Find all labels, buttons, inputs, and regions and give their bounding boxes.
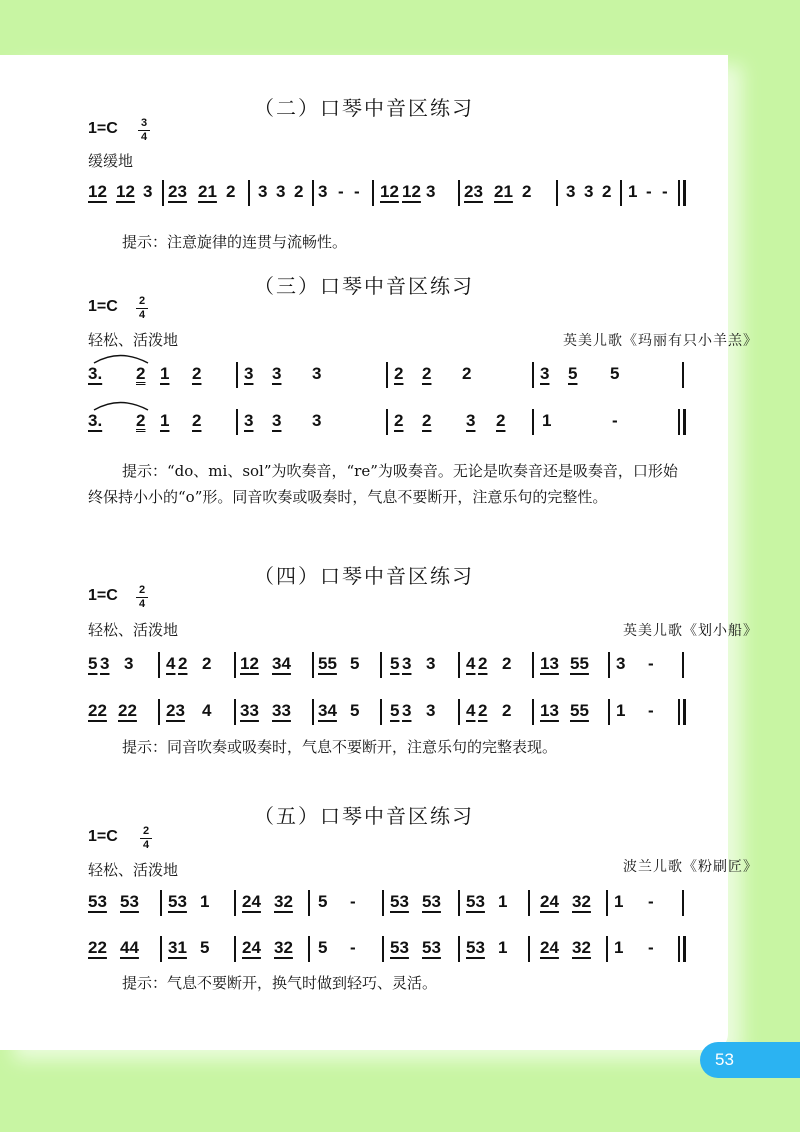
note: 5: [390, 701, 400, 720]
final-barline: [678, 180, 680, 206]
note: 2: [136, 364, 146, 383]
note: 2: [478, 654, 488, 673]
note: 2: [294, 182, 304, 201]
note: 3.: [88, 411, 103, 430]
note: 3: [584, 182, 594, 201]
barline: [386, 362, 388, 388]
note: 3: [318, 182, 328, 201]
note: 22: [88, 701, 107, 720]
note: 3: [616, 654, 626, 673]
section-4-title: （四）口琴中音区练习: [254, 564, 474, 588]
section-2-key: 1=C: [88, 120, 118, 137]
note: 2: [502, 701, 512, 720]
note: 3: [312, 364, 322, 383]
barline: [234, 936, 236, 962]
barline: [386, 409, 388, 435]
note: 13: [540, 701, 559, 720]
section-3-staff-line-1: [88, 360, 688, 388]
section-5-title: （五）口琴中音区练习: [254, 804, 474, 828]
note: 3: [244, 364, 254, 383]
note: 12: [380, 182, 399, 201]
note: 5: [200, 938, 210, 957]
barline: [532, 362, 534, 388]
section-3-title: （三）口琴中音区练习: [254, 274, 474, 298]
section-3-key: 1=C: [88, 298, 118, 315]
barline: [458, 699, 460, 725]
note: 12: [116, 182, 135, 201]
note: 3: [272, 364, 282, 383]
note: 32: [274, 892, 293, 911]
barline: [162, 180, 164, 206]
note: 3: [143, 182, 153, 201]
note: 1: [628, 182, 638, 201]
note: 53: [168, 892, 187, 911]
note: 13: [540, 654, 559, 673]
barline: [380, 699, 382, 725]
barline: [160, 890, 162, 916]
section-3-source: 英美儿歌《玛丽有只小羊羔》: [563, 333, 758, 349]
note: 33: [240, 701, 259, 720]
barline: [458, 936, 460, 962]
note: 4: [466, 654, 476, 673]
note: 3: [258, 182, 268, 201]
page-number-badge: 53: [700, 1042, 800, 1078]
barline: [248, 180, 250, 206]
barline: [308, 890, 310, 916]
note: -: [338, 182, 344, 201]
note: 3: [402, 654, 412, 673]
note: 2: [192, 364, 202, 383]
note: 22: [118, 701, 137, 720]
section-5-tip: 提示：气息不要断开，换气时做到轻巧、灵活。: [122, 974, 438, 992]
note: 32: [572, 938, 591, 957]
barline: [236, 409, 238, 435]
section-5-tempo: 轻松、活泼地: [88, 861, 179, 879]
note: 5: [318, 938, 328, 957]
note: 44: [120, 938, 139, 957]
barline: [608, 699, 610, 725]
note: 55: [570, 701, 589, 720]
note: 21: [198, 182, 217, 201]
note: 2: [462, 364, 472, 383]
section-3-staff-line-2: [88, 407, 688, 435]
note: 34: [318, 701, 337, 720]
note: 1: [200, 892, 210, 911]
barline: [308, 936, 310, 962]
note: 2: [502, 654, 512, 673]
note: 1: [614, 892, 624, 911]
note: 23: [464, 182, 483, 201]
note: 2: [602, 182, 612, 201]
section-4-source: 英美儿歌《划小船》: [623, 623, 758, 639]
note: 2: [136, 411, 146, 430]
note: 3: [426, 701, 436, 720]
note: 2: [394, 364, 404, 383]
note: 2: [522, 182, 532, 201]
note: -: [612, 411, 618, 430]
note: 53: [120, 892, 139, 911]
barline: [234, 890, 236, 916]
note: 2: [496, 411, 506, 430]
note: 2: [178, 654, 188, 673]
barline: [380, 652, 382, 678]
note: 2: [226, 182, 236, 201]
section-2-staff-line-1: [88, 178, 688, 206]
note: 55: [318, 654, 337, 673]
note: 1: [614, 938, 624, 957]
section-4-tip: 提示：同音吹奏或吸奏时，气息不要断开，注意乐句的完整表现。: [122, 738, 558, 756]
note: 1: [498, 938, 508, 957]
section-5-staff-line-1: [88, 888, 688, 916]
note: 2: [394, 411, 404, 430]
section-2-time-signature: $\frac{3}{4}$: [138, 118, 150, 143]
note: 24: [242, 892, 261, 911]
barline: [382, 936, 384, 962]
barline: [608, 652, 610, 678]
barline: [160, 936, 162, 962]
final-barline: [678, 936, 680, 962]
barline: [682, 362, 684, 388]
note: 1: [616, 701, 626, 720]
note: 53: [422, 892, 441, 911]
note: 3: [402, 701, 412, 720]
section-4-staff-line-1: [88, 650, 688, 678]
note: 2: [422, 364, 432, 383]
note: 5: [568, 364, 578, 383]
section-4-tempo: 轻松、活泼地: [88, 621, 179, 639]
note: 33: [272, 701, 291, 720]
note: 2: [422, 411, 432, 430]
note: 53: [422, 938, 441, 957]
note: 2: [478, 701, 488, 720]
barline: [532, 652, 534, 678]
note: 3: [100, 654, 110, 673]
barline: [158, 652, 160, 678]
barline: [458, 180, 460, 206]
note: 2: [192, 411, 202, 430]
note: 4: [202, 701, 212, 720]
note: 3: [312, 411, 322, 430]
note: 12: [88, 182, 107, 201]
section-5-staff-line-2: [88, 934, 688, 962]
section-2-title: （二）口琴中音区练习: [254, 96, 474, 120]
section-2-tempo: 缓缓地: [88, 152, 134, 170]
note: 5: [390, 654, 400, 673]
note: -: [646, 182, 652, 201]
note: 3: [540, 364, 550, 383]
note: 21: [494, 182, 513, 201]
note: -: [648, 701, 654, 720]
note: 1: [542, 411, 552, 430]
note: 1: [160, 364, 170, 383]
section-3-tip: 提示：“do、mi、sol”为吹奏音，“re”为吸奏音。无论是吹奏音还是吸奏音，口形始终保持小小的“o”形。同音吹奏或吸奏时，气息不要断开，注意乐句的完整性。: [88, 462, 678, 506]
barline: [682, 652, 684, 678]
section-3-tempo: 轻松、活泼地: [88, 331, 179, 349]
section-2-tip: 提示：注意旋律的连贯与流畅性。: [122, 233, 348, 251]
note: 24: [540, 892, 559, 911]
note: 4: [466, 701, 476, 720]
note: 5: [610, 364, 620, 383]
barline: [532, 699, 534, 725]
barline: [606, 936, 608, 962]
note: 2: [202, 654, 212, 673]
note: 4: [166, 654, 176, 673]
note: 53: [390, 892, 409, 911]
barline: [682, 890, 684, 916]
barline: [236, 362, 238, 388]
note: 23: [166, 701, 185, 720]
note: 3: [244, 411, 254, 430]
barline: [234, 652, 236, 678]
note: 53: [466, 892, 485, 911]
barline: [458, 890, 460, 916]
note: -: [350, 892, 356, 911]
barline: [312, 180, 314, 206]
note: 24: [540, 938, 559, 957]
note: -: [648, 892, 654, 911]
note: 32: [572, 892, 591, 911]
barline: [528, 936, 530, 962]
note: 34: [272, 654, 291, 673]
note: -: [648, 654, 654, 673]
note: 3: [566, 182, 576, 201]
barline: [372, 180, 374, 206]
note: 12: [240, 654, 259, 673]
barline: [458, 652, 460, 678]
final-barline: [678, 409, 680, 435]
note: 1: [498, 892, 508, 911]
note: 1: [160, 411, 170, 430]
barline: [606, 890, 608, 916]
note: -: [354, 182, 360, 201]
barline: [532, 409, 534, 435]
section-4-time-signature: $\frac{2}{4}$: [136, 585, 148, 610]
note: -: [662, 182, 668, 201]
barline: [312, 652, 314, 678]
note: 5: [88, 654, 98, 673]
note: 3: [466, 411, 476, 430]
barline: [382, 890, 384, 916]
final-barline: [678, 699, 680, 725]
section-3-time-signature: $\frac{2}{4}$: [136, 296, 148, 321]
section-5-source: 波兰儿歌《粉刷匠》: [623, 859, 758, 875]
note: 5: [350, 654, 360, 673]
section-4-staff-line-2: [88, 697, 688, 725]
note: 23: [168, 182, 187, 201]
section-5-time-signature: $\frac{2}{4}$: [140, 826, 152, 851]
note: 31: [168, 938, 187, 957]
barline: [158, 699, 160, 725]
note: 5: [318, 892, 328, 911]
note: 55: [570, 654, 589, 673]
note: 3: [272, 411, 282, 430]
barline: [620, 180, 622, 206]
note: 24: [242, 938, 261, 957]
note: 12: [402, 182, 421, 201]
note: 3: [276, 182, 286, 201]
note: 53: [390, 938, 409, 957]
note: 32: [274, 938, 293, 957]
note: 3: [426, 182, 436, 201]
note: -: [350, 938, 356, 957]
note: 53: [88, 892, 107, 911]
note: 5: [350, 701, 360, 720]
note: 3: [124, 654, 134, 673]
note: 53: [466, 938, 485, 957]
section-4-key: 1=C: [88, 587, 118, 604]
note: 3: [426, 654, 436, 673]
note: 22: [88, 938, 107, 957]
note: -: [648, 938, 654, 957]
section-5-key: 1=C: [88, 828, 118, 845]
barline: [556, 180, 558, 206]
barline: [528, 890, 530, 916]
note: 3.: [88, 364, 103, 383]
barline: [312, 699, 314, 725]
barline: [234, 699, 236, 725]
